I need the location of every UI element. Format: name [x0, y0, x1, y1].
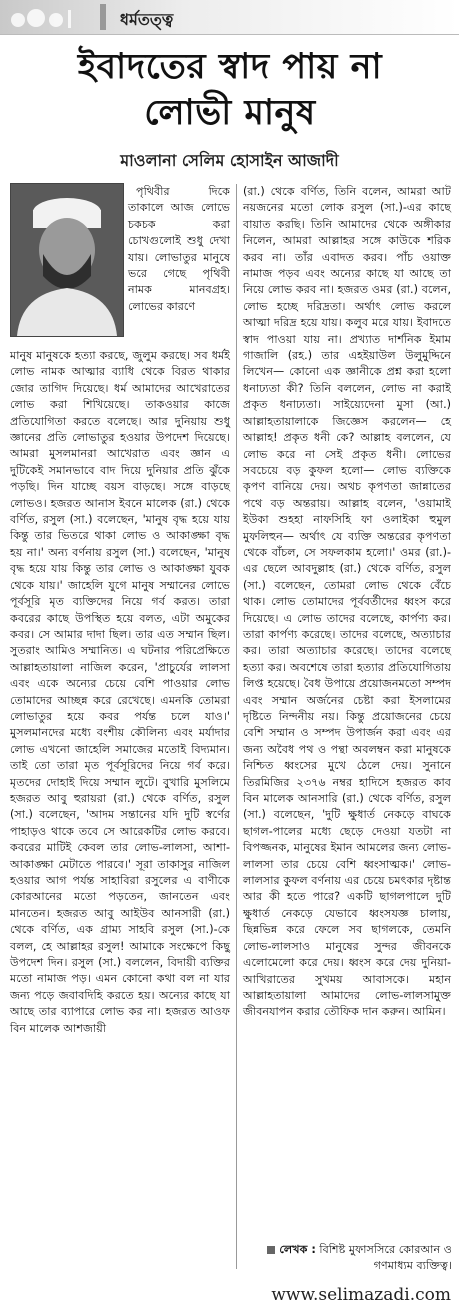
intro-paragraph: পৃথিবীর দিকে তাকালে আজ লোভে চকচক করা চোখগুলোই শুধু দেখা যায়। লোভাতুর মানুষে ভরে গেছে পৃথিবী নামক মানবগ্রহ। লোভের কারণে [128, 185, 230, 313]
portrait-silhouette-icon [11, 184, 123, 336]
article-headline [10, 44, 450, 136]
decorative-domes-icon [8, 6, 78, 28]
website-url[interactable]: www.selimazadi.com [271, 1285, 451, 1305]
right-column-text: (রা.) থেকে বর্ণিত, তিনি বলেন, আমরা আট নয়জনের মতো লোক রসুল (সা.)-এর কাছে বায়াত করছি। তিনি আমাদের থেকে অঙ্গীকার নিলেন, আমরা আল্লাহর সঙ্গে কাউকে শরিক করব না। তাঁর এবাদত করব। পাঁচ ওয়াক্ত নামাজ পড়ব এবং অন্যের কাছে যা আছে তা নিয়ে লোভ করব না। হজরত ওমর (রা.) বলেন, লোভ হচ্ছে দরিদ্রতা। অর্থাৎ লোভ করলে আত্মা দরিদ্র হয়ে যায়। কলুব মরে যায়। ইবাদতে স্বাদ পাওয়া যায় না। প্রখ্যাত দার্শনিক ইমাম গাজালি (রহ.) তার এহইয়াউল উলুমুদ্দিনে লিখেন— কোনো এক জ্ঞানীকে প্রশ্ন করা হলো ধনাঢ্যতা কী? তিনি বললেন, লোভ না করাই প্রকৃত ধনাঢ্যতা। সাইয়্যেদেনা মুসা (আ.) আল্লাহতায়ালাকে জিজ্ঞেস করলেন— হে আল্লাহ! প্রকৃত ধনী কে? আল্লাহ বললেন, যে লোভ করে না সেই প্রকৃত ধনী। লোভের সবচেয়ে বড় কুফল হলো— লোভ ব্যক্তিকে কৃপণ বানিয়ে দেয়। অথচ কৃপণতা জান্নাতের পথে বড় অন্তরায়। আল্লাহ বলেন, 'ওয়ামাই ইউকা শুহহা নাফসিহি ফা ওলাইকা হুমুল মুফলিহুন— অর্থাৎ যে ব্যক্তি অন্তরের কৃপণতা থেকে বাঁচল, সে সফলকাম হলো।' ওমর (রা.)-এর ছেলে আবদুল্লাহ (রা.) থেকে বর্ণিত, রসুল (সা.) বলেছেন, তোমরা লোভ থেকে বেঁচে থাক। লোভ তোমাদের পূর্ববর্তীদের ধ্বংস করে দিয়েছে। এ লোভ তাদের বলেছে, কার্পণ্য কর। তারা কার্পণ্য করেছে। তাদের বলেছে, অত্যাচার কর। তারা অত্যাচার করেছে। তাদের বলেছে হত্যা কর। অবশেষে তারা হত্যার প্রতিযোগিতায় লিপ্ত হয়েছে। বৈধ উপায়ে প্রয়োজনমতো সম্পদ এবং সম্মান অর্জনের চেষ্টা করা ইসলামের দৃষ্টিতে নিন্দনীয় নয়। কিন্তু প্রয়োজনের চেয়ে বেশি সম্মান ও সম্পদ উপার্জন করা এবং এর জন্য অবৈধ পথ ও পন্থা অবলম্বন করা মানুষকে নিশ্চিত ধ্বংসের মুখে ঠেলে দেয়। সুনানে তিরমিজির ২৩৭৬ নম্বর হাদিসে হজরত কাব বিন মালেক আনসারি (রা.) থেকে বর্ণিত, রসুল (সা.) বলেছেন, 'দুটি ক্ষুধার্ত নেকড়ে বাঘকে ছাগল-পালের মধ্যে ছেড়ে দেওয়া যতটা না বিপজ্জনক, মানুষের ইমান আমলের জন্য লোভ-লালসা তার চেয়ে বেশি ধ্বংসাত্মক।' লোভ-লালসার কুফল বর্ণনায় এর চেয়ে চমৎকার দৃষ্টান্ত আর কী হতে পারে? একটি ছাগলপালে দুটি ক্ষুধার্ত নেকড়ে যেভাবে ধ্বংসযজ্ঞ চালায়, ছিন্নভিন্ন করে ফেলে সব ছাগলকে, তেমনি লোভ-লালসাও মানুষের সুন্দর জীবনকে এলোমেলো করে দেয়। ধ্বংস করে দেয় দুনিয়া-আখিরাতের সুখময় আবাসকে। মহান আল্লাহতায়ালা আমাদের লোভ-লালসামুক্ত জীবনযাপন করার তৌফিক দান করুন। আমিন। [243, 185, 451, 1019]
section-header-band [0, 0, 459, 35]
author-label: লেখক : [279, 1243, 316, 1256]
section-title: ধর্মতত্ত্ব [120, 10, 174, 29]
bullet-square-icon [267, 1246, 275, 1254]
column-divider [236, 184, 237, 1269]
author-note [250, 1242, 452, 1274]
article-intro [128, 184, 230, 315]
headline-line-2: লোভী মানুষ [144, 92, 316, 133]
section-divider-bar [100, 4, 106, 30]
author-description: বিশিষ্ট মুফাসসিরে কোরআন ও গণমাধ্যম ব্যক্তিত্ব। [319, 1243, 452, 1272]
article-left-column [10, 348, 230, 1037]
headline-line-1: ইবাদতের স্বাদ পায় না [77, 46, 383, 87]
author-portrait-photo [10, 183, 124, 337]
article-right-column [243, 184, 451, 1021]
left-column-text: মানুষ মানুষকে হত্যা করছে, জুলুম করছে। সব ধর্মই লোভ নামক আত্মার ব্যাধি থেকে বিরত থাকার জোর তাগিদ দিয়েছে। ধর্ম আমাদের আখেরাতের লোভ করা শিখিয়েছে। তাকওয়ার কাজে প্রতিযোগিতা করতে বলেছে। আর দুনিয়ায় শুধু জ্ঞানের প্রতি লোভাতুর হওয়ার উপদেশ দিয়েছে। আমরা মুসলমানরা আখেরাত এবং জ্ঞান এ দুটিকেই সমানভাবে বাদ দিয়ে দুনিয়ার প্রতি ঝুঁকে পড়ছি। দিন যাচ্ছে বয়স বাড়ছে। সঙ্গে বাড়ছে লোভও। হজরত আনাস ইবনে মালেক (রা.) থেকে বর্ণিত, রসুল (সা.) বলেছেন, 'মানুষ বৃদ্ধ হয়ে যায় কিন্তু তার ভিতরে থাকা লোভ ও আকাঙ্ক্ষা বৃদ্ধ হয় না।' অন্য বর্ণনায় রসুল (সা.) বলেছেন, 'মানুষ বৃদ্ধ হয়ে যায় কিন্তু তার লোভ ও আকাঙ্ক্ষা যুবক থেকে যায়।' জাহেলি যুগে মানুষ সম্মানের লোভে পূর্বসূরি মৃত ব্যক্তিদের নিয়ে গর্ব করত। তারা কবরের কাছে উপস্থিত হয়ে বলত, এটা অমুকের কবর। সে আমার দাদা ছিল। তার এত সম্মান ছিল। সুতরাং আমিও সম্মানিত। এ ঘটনার পরিপ্রেক্ষিতে আল্লাহতায়ালা নাজিল করেন, 'প্রাচুর্যের লালসা এবং একে অন্যের চেয়ে বেশি পাওয়ার লোভ তোমাদের আচ্ছন্ন করে রেখেছে। এমনকি তোমরা লোভাতুর হয়ে কবর পর্যন্ত চলে যাও।' মুসলমানদের মধ্যে বংশীয় কৌলিন্য এবং মর্যাদার লোভ এখনো জাহেলি সমাজের মতোই বিদ্যমান। তাই তো তারা মৃত পূর্বসূরিদের নিয়ে গর্ব করে। মৃতদের দোহাই দিয়ে সম্মান লুটে। বুখারি মুসলিমে হজরত আবু হুরায়রা (রা.) থেকে বর্ণিত, রসুল (সা.) বলেছেন, 'আদম সন্তানের যদি দুটি স্বর্ণের পাহাড়ও থাকে তবে সে আরেকটির লোভ করবে। কবরের মাটিই কেবল তার লোভ-লালসা, আশা-আকাঙ্ক্ষা মেটাতে পারবে।' সূরা তাকাসুর নাজিল হওয়ার আগ পর্যন্ত সাহাবিরা রসুলের এ বাণীকে কোরআনের মতো পড়তেন, জানতেন এবং মানতেন। হজরত আবু আইউব আনসারী (রা.) থেকে বর্ণিত, এক গ্রাম্য সাহবি রসুল (সা.)-কে বলল, হে আল্লাহর রসুল! আমাকে সংক্ষেপে কিছু উপদেশ দিন। রসুল (সা.) বললেন, বিদায়ী ব্যক্তির মতো নামাজ পড়। এমন কোনো কথা বল না যার জন্য পড়ে জবাবদিহি করতে হয়। অন্যের কাছে যা আছে তার ব্যাপারে লোভ কর না। হজরত আওফ বিন মালেক আশজায়ী [10, 349, 230, 1035]
author-byline: মাওলানা সেলিম হোসাইন আজাদী [120, 151, 339, 170]
